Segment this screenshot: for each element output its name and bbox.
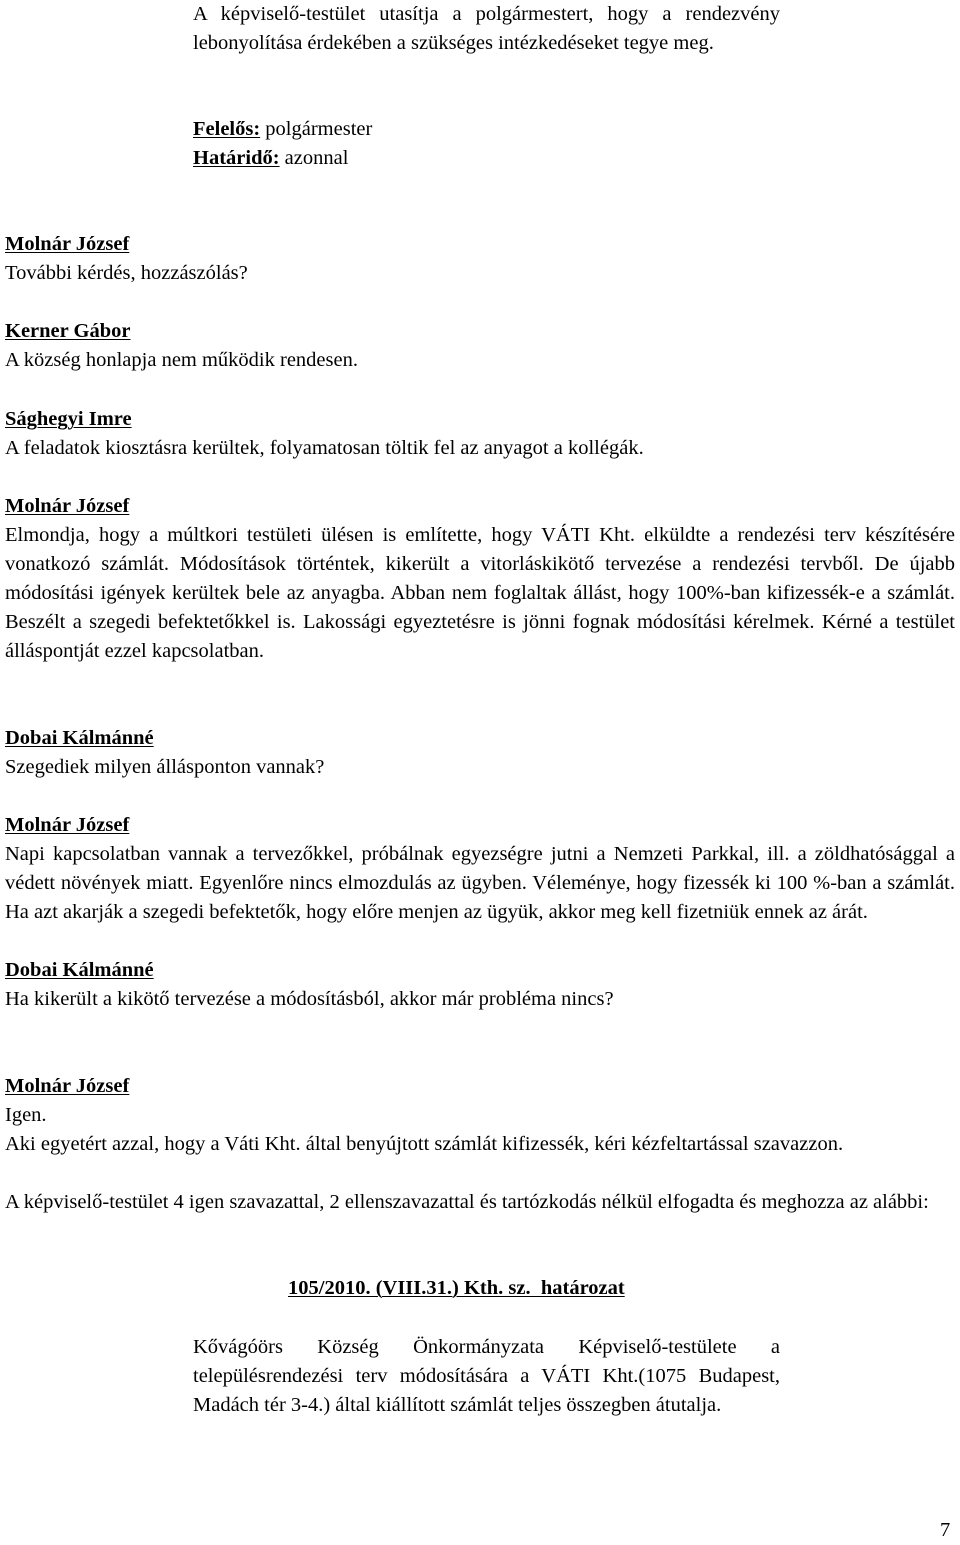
speaker-text: További kérdés, hozzászólás? <box>5 262 248 284</box>
speaker-name: Kerner Gábor <box>5 320 131 342</box>
responsible-value: polgármester <box>260 118 373 140</box>
dialogue-entry <box>5 492 955 666</box>
dialogue-entry <box>5 724 955 782</box>
intro-paragraph: A képviselő-testület utasítja a polgármestert, hogy a rendezvény lebonyolítása érdekében a szükséges intézkedéseket tegye meg. <box>193 3 780 54</box>
speaker-text: Napi kapcsolatban vannak a tervezőkkel, próbálnak egyezségre jutni a Nemzeti Parkkal, ill. a zöldhatósággal a védett növények miatt. Egyenlőre nincs elmozdulás az ügyben. Véleménye, hogy fizessék ki 100 %-ban a számlát. Ha azt akarják a szegedi befektetők, hogy előre menjen az ügyük, akkor meg kell fizetniük ennek az árát. <box>5 843 955 923</box>
dialogue-entry <box>5 1072 955 1130</box>
speaker-name: Molnár József <box>5 1075 130 1097</box>
speaker-name: Dobai Kálmánné <box>5 727 154 749</box>
dialogue-entry <box>5 811 955 927</box>
speaker-name: Dobai Kálmánné <box>5 959 154 981</box>
speaker-text: Ha kikerült a kikötő tervezése a módosításból, akkor már probléma nincs? <box>5 988 614 1010</box>
vote-question: Aki egyetért azzal, hogy a Váti Kht. által benyújtott számlát kifizessék, kéri kézfeltartással szavazzon. <box>5 1133 844 1155</box>
deadline-value: azonnal <box>279 147 349 169</box>
responsible-line <box>193 115 372 144</box>
dialogue-entry <box>5 317 955 375</box>
deadline-label: Határidő: <box>193 147 280 169</box>
dialogue-entry <box>5 230 955 288</box>
speaker-name: Molnár József <box>5 233 130 255</box>
speaker-text: Szegediek milyen állásponton vannak? <box>5 756 325 778</box>
speaker-text: Igen. <box>5 1104 47 1126</box>
responsible-label: Felelős: <box>193 118 261 140</box>
dialogue-entry <box>5 405 955 463</box>
deadline-line <box>193 144 348 173</box>
resolution-text: Kővágóörs Község Önkormányzata Képviselő-testülete a településrendezési terv módosítására a VÁTI Kht.(1075 Budapest, Madách tér 3-4.) által kiállított számlát teljes összegben átutalja. <box>193 1336 780 1416</box>
speaker-text: A község honlapja nem működik rendesen. <box>5 349 358 371</box>
speaker-name: Sághegyi Imre <box>5 408 132 430</box>
speaker-name: Molnár József <box>5 495 130 517</box>
speaker-text: A feladatok kiosztásra kerültek, folyamatosan töltik fel az anyagot a kollégák. <box>5 437 644 459</box>
resolution-title: 105/2010. (VIII.31.) Kth. sz. határozat <box>288 1277 625 1299</box>
dialogue-entry <box>5 956 955 1014</box>
vote-result: A képviselő-testület 4 igen szavazattal, 2 ellenszavazattal és tartózkodás nélkül elfogadta és meghozza az alábbi: <box>5 1191 929 1213</box>
page-number: 7 <box>940 1519 951 1541</box>
speaker-text: Elmondja, hogy a múltkori testületi ülésen is említette, hogy VÁTI Kht. elküldte a rendezési terv készítésére vonatkozó számlát. Módosítások történtek, kikerült a vitorláskikötő tervezése a rendezési tervből. De újabb módosítási igények kerültek bele az anyagba. Abban nem foglaltak állást, hogy 100%-ban kifizessék-e a számlát. Beszélt a szegedi befektetőkkel is. Lakossági egyeztetésre is jönni fognak módosítási kérelmek. Kérné a testület álláspontját ezzel kapcsolatban. <box>5 524 955 662</box>
speaker-name: Molnár József <box>5 814 130 836</box>
